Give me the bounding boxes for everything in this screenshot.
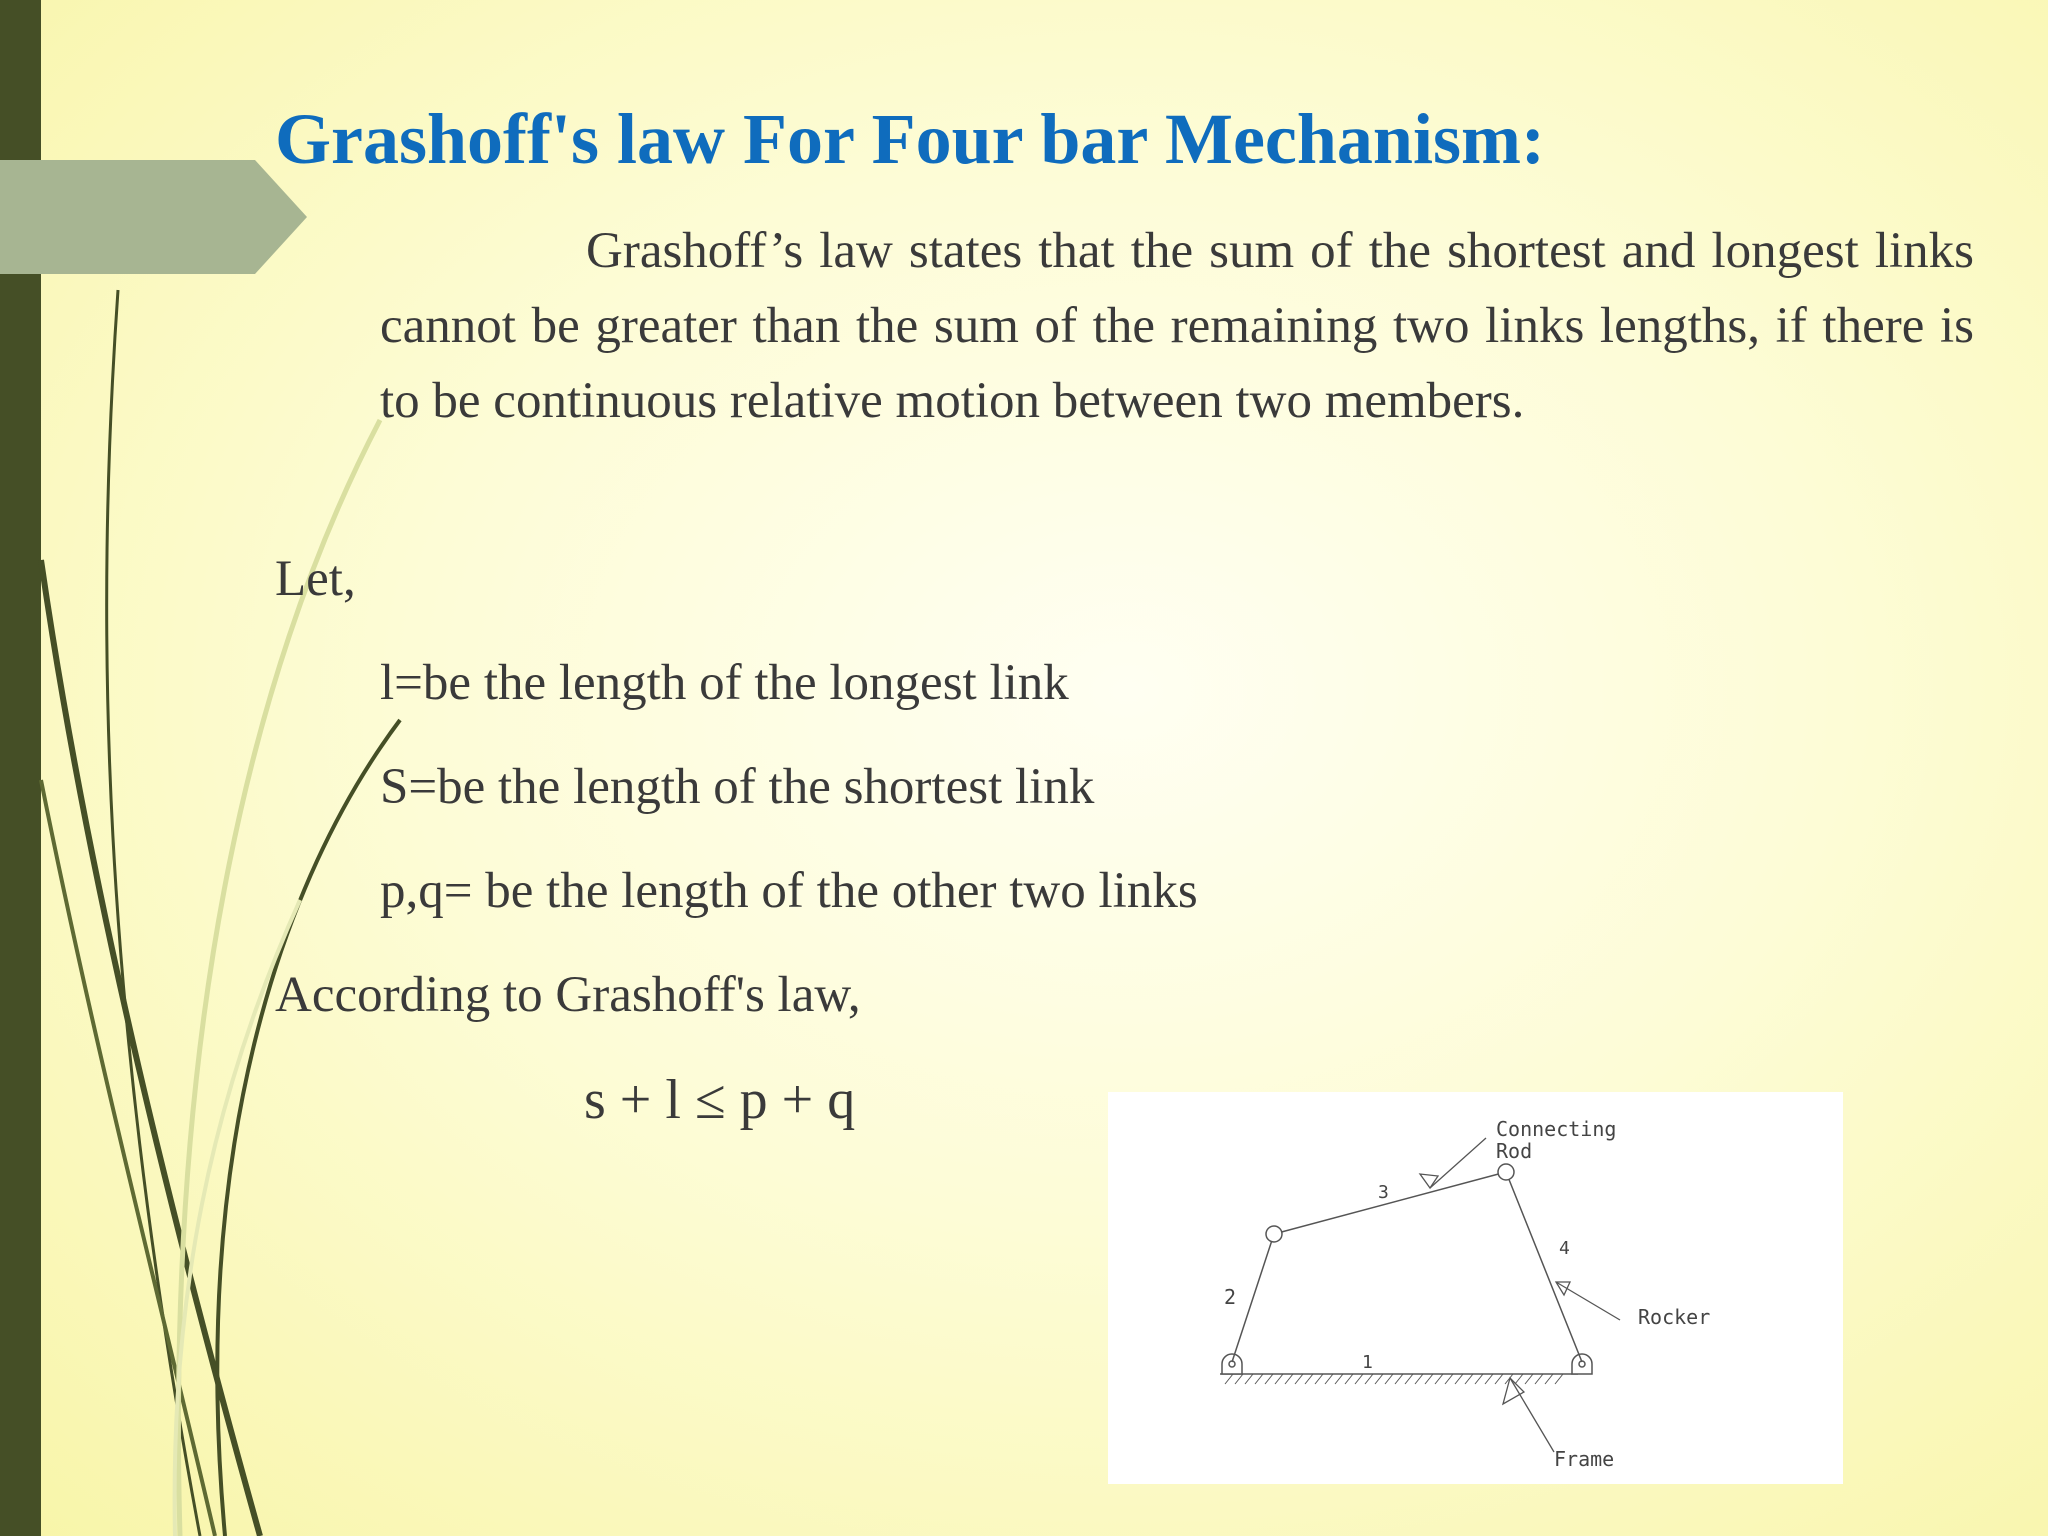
label-link-2: 2: [1224, 1285, 1237, 1309]
label-link-4: 4: [1559, 1238, 1570, 1259]
definition-shortest: S=be the length of the shortest link: [380, 759, 1095, 815]
right-pivot-support: [1572, 1354, 1592, 1374]
leader-arrows: [1420, 1138, 1620, 1452]
grashof-formula: s + l ≤ p + q: [584, 1069, 856, 1131]
frame-ground: [1220, 1374, 1578, 1384]
link-4-rocker: [1506, 1172, 1582, 1362]
according-label: According to Grashoff's law,: [275, 967, 861, 1023]
left-pivot-support: [1222, 1354, 1242, 1374]
four-bar-diagram: [1108, 1092, 1843, 1484]
link-2-crank: [1232, 1234, 1274, 1362]
definition-other-links: p,q= be the length of the other two links: [380, 863, 1198, 919]
title-banner-arrow: [0, 160, 310, 274]
label-connecting-rod-2: Rod: [1496, 1139, 1533, 1163]
four-bar-mechanism-figure: [1108, 1092, 1843, 1484]
label-link-3: 3: [1378, 1182, 1389, 1203]
mechanism-links: [1232, 1172, 1582, 1362]
joint-left: [1266, 1226, 1282, 1242]
label-rocker: Rocker: [1638, 1305, 1711, 1329]
link-3-coupler: [1274, 1172, 1506, 1234]
slide-title: Grashoff's law For Four bar Mechanism:: [275, 99, 1545, 179]
let-label: Let,: [275, 551, 356, 607]
definition-longest: l=be the length of the longest link: [380, 655, 1069, 711]
label-connecting-rod-1: Connecting: [1496, 1117, 1617, 1141]
law-statement: Grashoff’s law states that the sum of the shortest and longest links cannot be greater than the sum of the remaining two links lengths, if there is to be continuous relative motion between two members.: [380, 223, 1974, 429]
label-frame: Frame: [1554, 1447, 1615, 1471]
joint-right: [1498, 1164, 1514, 1180]
label-link-1: 1: [1362, 1352, 1373, 1373]
